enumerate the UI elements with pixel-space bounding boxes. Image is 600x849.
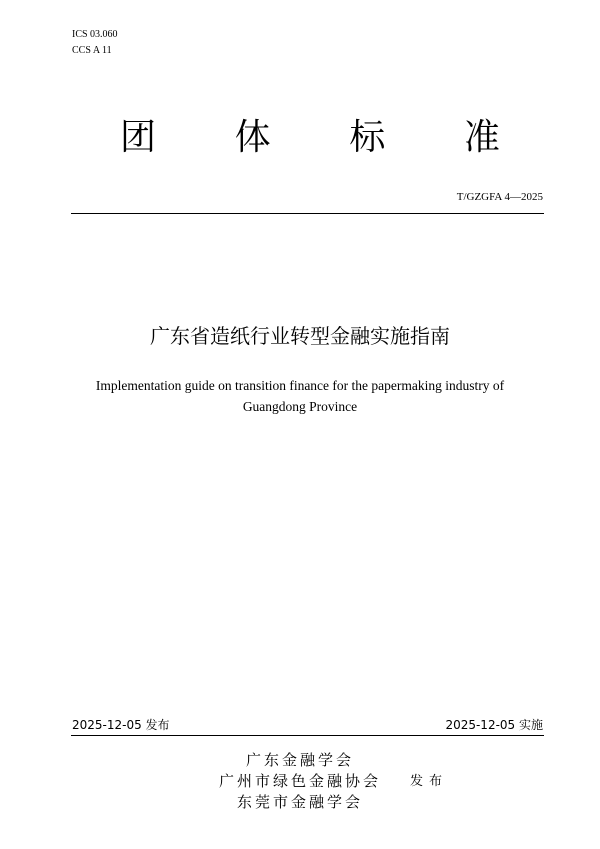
ics-code: ICS 03.060 [72,29,118,40]
standard-type-char: 标 [349,117,386,158]
document-title-chinese: 广东省造纸行业转型金融实施指南 [150,324,450,348]
publish-label: 发布 [410,774,449,789]
standard-number: T/GZGFA 4—2025 [456,191,543,203]
implementation-date: 2025-12-05 实施 [445,718,543,732]
header-divider [71,213,544,214]
ccs-code: CCS A 11 [72,45,112,56]
document-title-english [80,375,520,417]
title-english-line: Guangdong Province [242,399,358,414]
organization-name: 广东金融学会 [245,751,354,769]
footer-divider [71,735,544,736]
standard-type-char: 团 [120,117,157,158]
title-english-line: Implementation guide on transition finance for the papermaking industry of [95,378,505,393]
publish-date: 2025-12-05 发布 [72,718,170,732]
organization-name: 东莞市金融学会 [236,793,363,811]
standard-type-char: 体 [234,117,271,158]
organization-name: 广州市绿色金融协会 [218,772,381,790]
standard-type-title [120,116,500,160]
standard-type-char: 准 [463,117,500,158]
issuing-organizations [0,750,600,813]
